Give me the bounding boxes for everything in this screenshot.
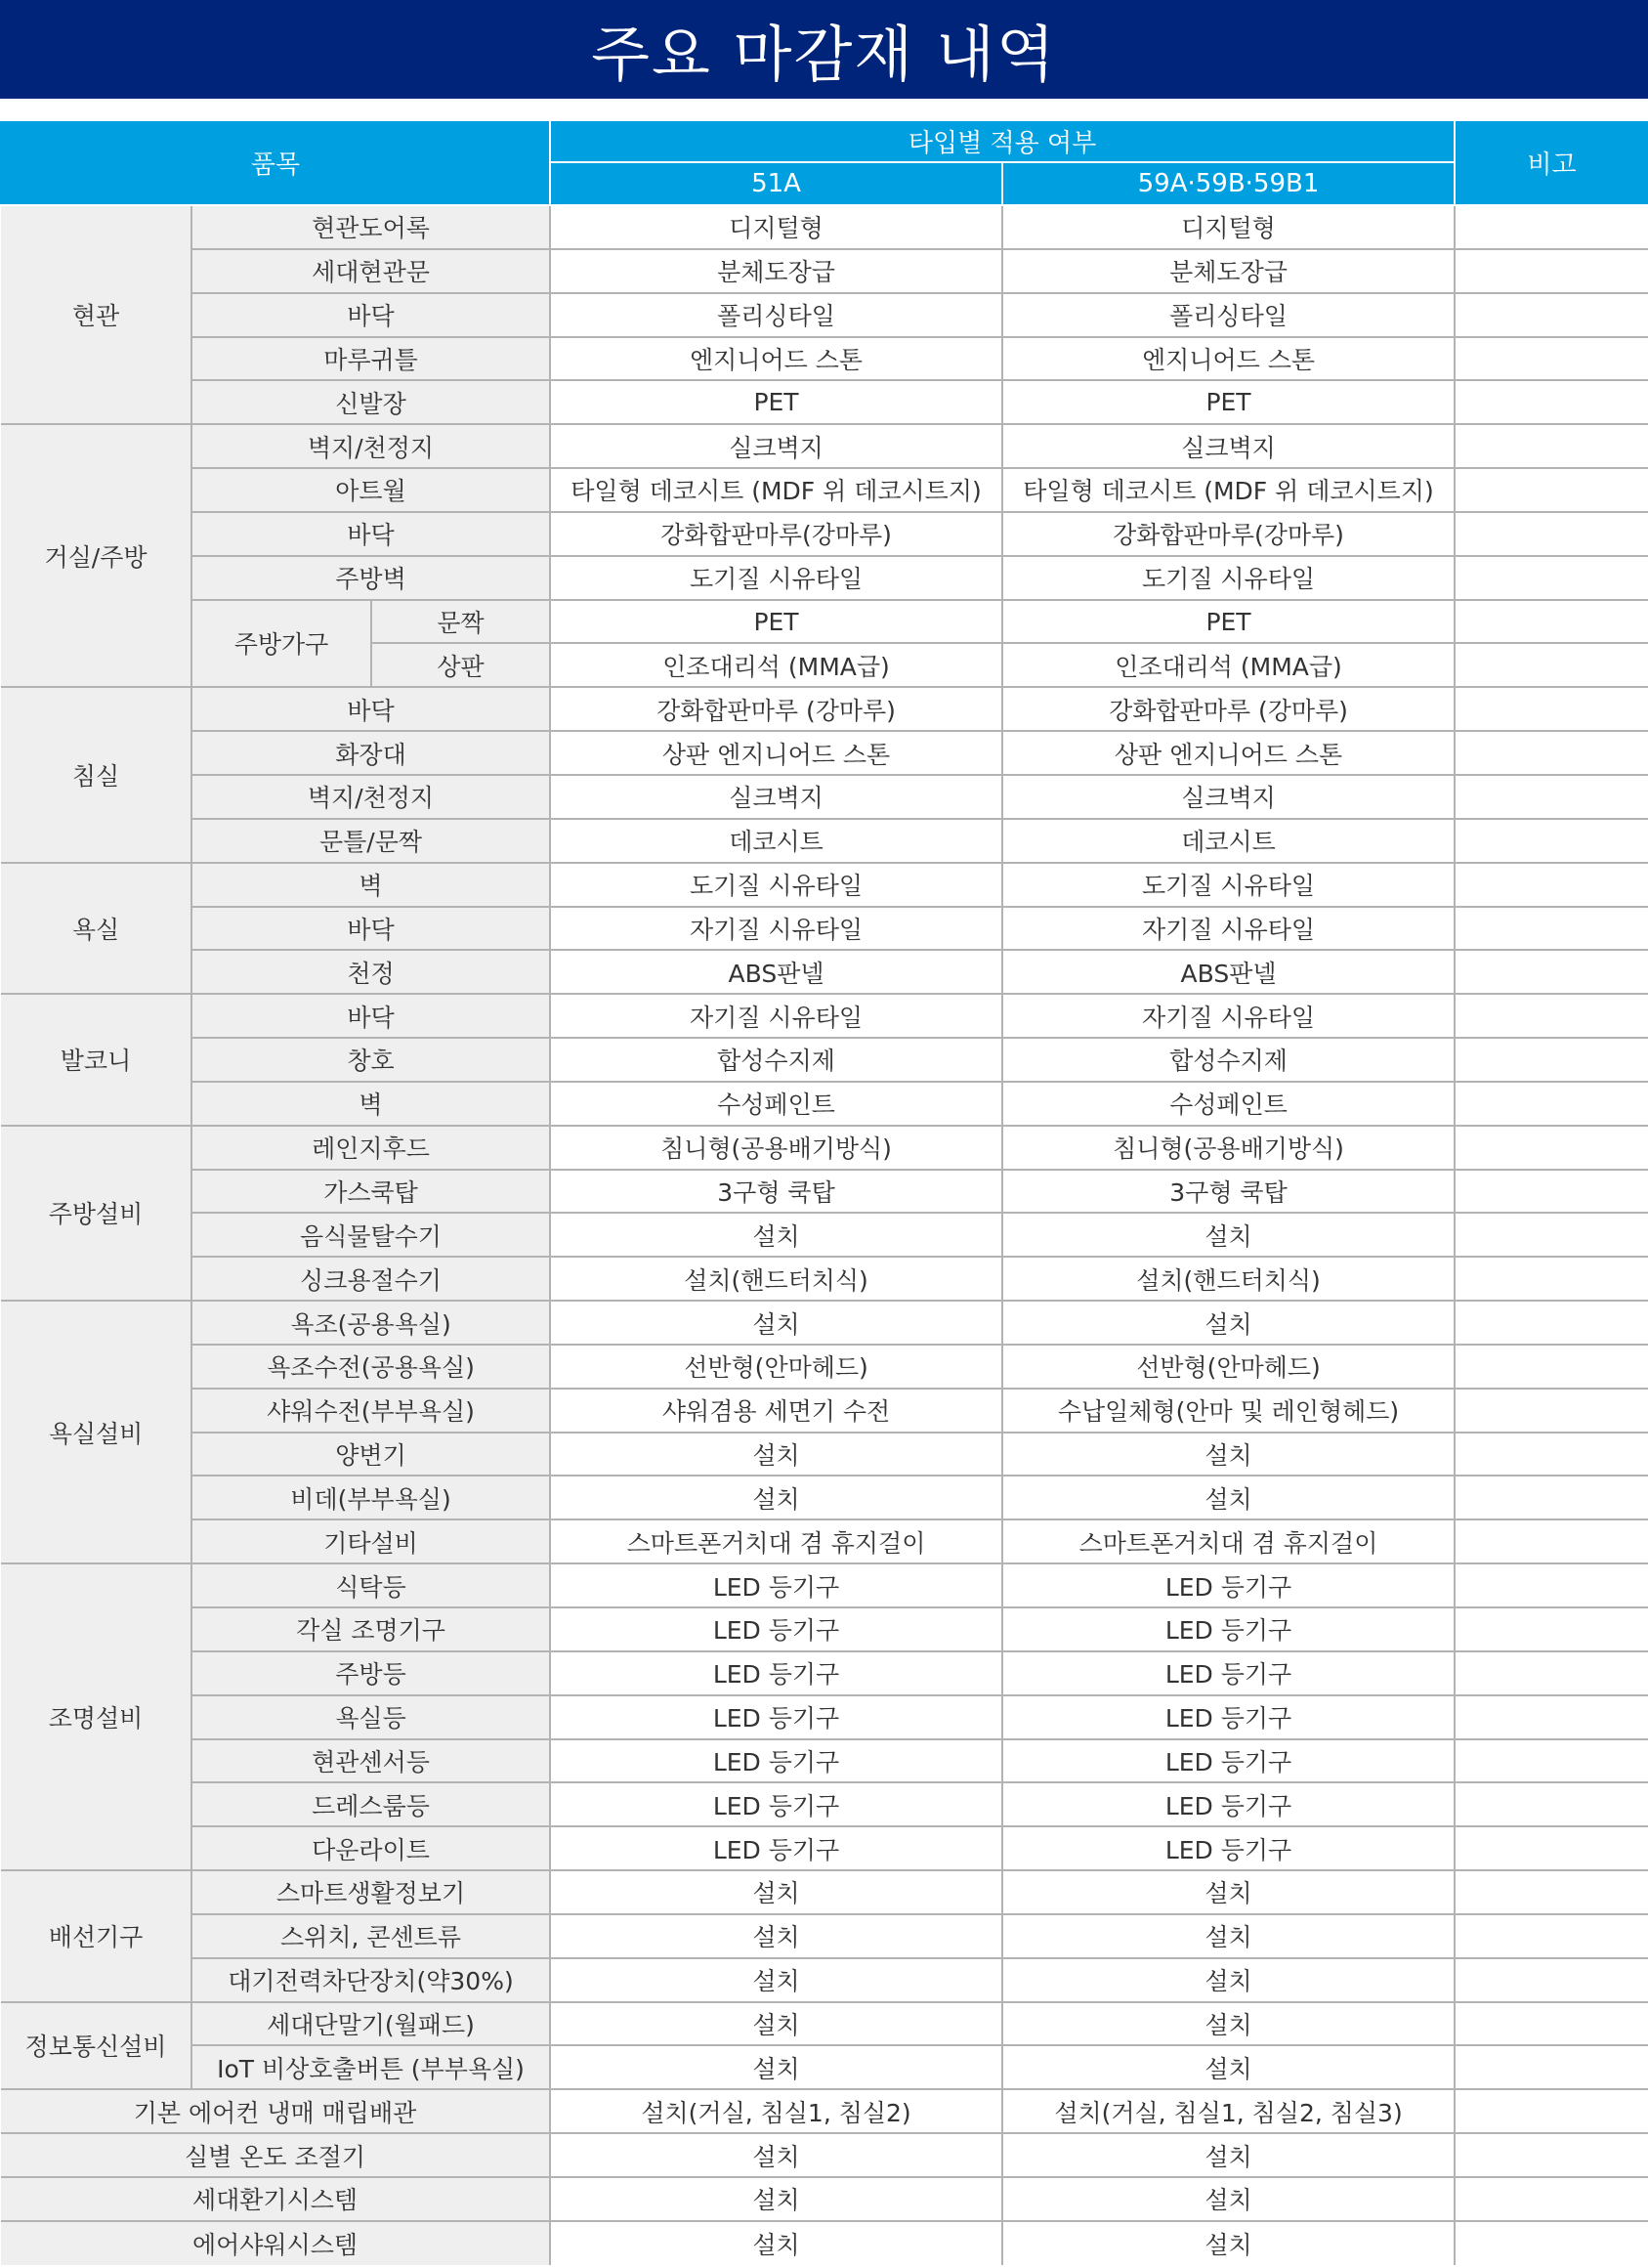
header-type-51a: 51A <box>550 162 1002 205</box>
type-51a-value: 스마트폰거치대 겸 휴지걸이 <box>550 1519 1002 1563</box>
type-51a-value: 디지털형 <box>550 205 1002 249</box>
type-59-value: LED 등기구 <box>1002 1826 1455 1870</box>
item-cell: 샤워수전(부부욕실) <box>191 1389 550 1433</box>
item-cell: 음식물탈수기 <box>191 1213 550 1257</box>
type-59-value: LED 등기구 <box>1002 1782 1455 1826</box>
note-cell <box>1455 1476 1648 1519</box>
type-51a-value: 강화합판마루(강마루) <box>550 512 1002 556</box>
note-cell <box>1455 994 1648 1038</box>
item-cell: 문틀/문짝 <box>191 819 550 863</box>
type-51a-value: PET <box>550 380 1002 424</box>
item-cell: 벽 <box>191 1082 550 1126</box>
note-cell <box>1455 2002 1648 2046</box>
table-row <box>1 293 1648 337</box>
table-row <box>1 556 1648 600</box>
sub-item-cell: 문짝 <box>371 600 550 644</box>
note-cell <box>1455 205 1648 249</box>
item-cell: 주방가구 <box>191 600 371 688</box>
note-cell <box>1455 863 1648 907</box>
note-cell <box>1455 1126 1648 1170</box>
table-row <box>1 249 1648 293</box>
item-cell: 주방등 <box>191 1651 550 1695</box>
table-row <box>1 994 1648 1038</box>
item-cell: 다운라이트 <box>191 1826 550 1870</box>
table-row <box>1 2177 1648 2221</box>
type-51a-value: ABS판넬 <box>550 950 1002 994</box>
type-59-value: 데코시트 <box>1002 819 1455 863</box>
type-59-value: 폴리싱타일 <box>1002 293 1455 337</box>
type-51a-value: 설치 <box>550 1870 1002 1914</box>
category-cell: 정보통신설비 <box>1 2002 191 2090</box>
table-row <box>1 1695 1648 1739</box>
type-51a-value: LED 등기구 <box>550 1739 1002 1783</box>
table-row <box>1 907 1648 951</box>
item-cell: 현관센서등 <box>191 1739 550 1783</box>
note-cell <box>1455 468 1648 512</box>
category-cell: 조명설비 <box>1 1563 191 1870</box>
type-51a-value: 선반형(안마헤드) <box>550 1345 1002 1389</box>
note-cell <box>1455 819 1648 863</box>
item-cell: 아트월 <box>191 468 550 512</box>
type-51a-value: 도기질 시유타일 <box>550 863 1002 907</box>
note-cell <box>1455 1433 1648 1476</box>
type-51a-value: 강화합판마루 (강마루) <box>550 687 1002 731</box>
note-cell <box>1455 2133 1648 2177</box>
item-cell: 욕조수전(공용욕실) <box>191 1345 550 1389</box>
note-cell <box>1455 731 1648 775</box>
note-cell <box>1455 1170 1648 1214</box>
note-cell <box>1455 1345 1648 1389</box>
type-59-value: 실크벽지 <box>1002 775 1455 819</box>
table-row <box>1 1651 1648 1695</box>
item-cell: 에어샤워시스템 <box>1 2221 550 2265</box>
note-cell <box>1455 1082 1648 1126</box>
item-cell: 바닥 <box>191 994 550 1038</box>
table-row <box>1 1213 1648 1257</box>
type-59-value: 설치 <box>1002 2133 1455 2177</box>
table-row <box>1 1345 1648 1389</box>
table-row <box>1 1826 1648 1870</box>
type-51a-value: 설치 <box>550 1958 1002 2002</box>
table-row <box>1 1782 1648 1826</box>
table-row <box>1 731 1648 775</box>
type-51a-value: 설치 <box>550 2133 1002 2177</box>
item-cell: 양변기 <box>191 1433 550 1476</box>
type-59-value: 엔지니어드 스톤 <box>1002 337 1455 381</box>
item-cell: 각실 조명기구 <box>191 1607 550 1651</box>
type-51a-value: 폴리싱타일 <box>550 293 1002 337</box>
type-51a-value: 설치(거실, 침실1, 침실2) <box>550 2089 1002 2133</box>
type-59-value: 설치 <box>1002 2002 1455 2046</box>
type-51a-value: 실크벽지 <box>550 775 1002 819</box>
type-59-value: 강화합판마루 (강마루) <box>1002 687 1455 731</box>
type-59-value: 설치 <box>1002 1301 1455 1345</box>
item-cell: 욕실등 <box>191 1695 550 1739</box>
note-cell <box>1455 1695 1648 1739</box>
type-59-value: 침니형(공용배기방식) <box>1002 1126 1455 1170</box>
sub-item-cell: 상판 <box>371 643 550 687</box>
type-59-value: 설치 <box>1002 1476 1455 1519</box>
table-row <box>1 1301 1648 1345</box>
item-cell: 신발장 <box>191 380 550 424</box>
note-cell <box>1455 1958 1648 2002</box>
table-row <box>1 2002 1648 2046</box>
item-cell: 욕조(공용욕실) <box>191 1301 550 1345</box>
table-row <box>1 1870 1648 1914</box>
note-cell <box>1455 1213 1648 1257</box>
type-51a-value: 수성페인트 <box>550 1082 1002 1126</box>
header-type-group: 타입별 적용 여부 <box>550 120 1455 162</box>
type-59-value: 자기질 시유타일 <box>1002 907 1455 951</box>
table-row <box>1 600 1648 644</box>
note-cell <box>1455 2221 1648 2265</box>
table-row <box>1 950 1648 994</box>
type-59-value: 수성페인트 <box>1002 1082 1455 1126</box>
table-row <box>1 1519 1648 1563</box>
finish-materials-table <box>0 119 1648 2265</box>
table-row <box>1 1958 1648 2002</box>
type-51a-value: PET <box>550 600 1002 644</box>
table-row <box>1 687 1648 731</box>
note-cell <box>1455 687 1648 731</box>
item-cell: 바닥 <box>191 687 550 731</box>
table-row <box>1 2133 1648 2177</box>
item-cell: 천정 <box>191 950 550 994</box>
type-59-value: 수납일체형(안마 및 레인형헤드) <box>1002 1389 1455 1433</box>
header-type-59: 59A·59B·59B1 <box>1002 162 1455 205</box>
type-59-value: 설치 <box>1002 1870 1455 1914</box>
item-cell: 주방벽 <box>191 556 550 600</box>
type-59-value: LED 등기구 <box>1002 1607 1455 1651</box>
item-cell: 싱크용절수기 <box>191 1257 550 1301</box>
note-cell <box>1455 600 1648 644</box>
note-cell <box>1455 907 1648 951</box>
type-59-value: LED 등기구 <box>1002 1739 1455 1783</box>
item-cell: 바닥 <box>191 907 550 951</box>
type-59-value: PET <box>1002 600 1455 644</box>
category-cell: 배선기구 <box>1 1870 191 2002</box>
note-cell <box>1455 1301 1648 1345</box>
table-row <box>1 1082 1648 1126</box>
type-51a-value: 타일형 데코시트 (MDF 위 데코시트지) <box>550 468 1002 512</box>
item-cell: 기본 에어컨 냉매 매립배관 <box>1 2089 550 2133</box>
table-row <box>1 819 1648 863</box>
type-51a-value: 침니형(공용배기방식) <box>550 1126 1002 1170</box>
note-cell <box>1455 1563 1648 1607</box>
header-note: 비고 <box>1455 120 1648 205</box>
note-cell <box>1455 424 1648 468</box>
note-cell <box>1455 950 1648 994</box>
type-51a-value: 설치 <box>550 1213 1002 1257</box>
note-cell <box>1455 775 1648 819</box>
type-51a-value: 설치 <box>550 1914 1002 1958</box>
item-cell: 실별 온도 조절기 <box>1 2133 550 2177</box>
table-row <box>1 512 1648 556</box>
type-51a-value: LED 등기구 <box>550 1607 1002 1651</box>
note-cell <box>1455 643 1648 687</box>
category-cell: 거실/주방 <box>1 424 191 687</box>
item-cell: 대기전력차단장치(약30%) <box>191 1958 550 2002</box>
type-59-value: 설치 <box>1002 2045 1455 2089</box>
item-cell: 바닥 <box>191 512 550 556</box>
item-cell: 스위치, 콘센트류 <box>191 1914 550 1958</box>
item-cell: 마루귀틀 <box>191 337 550 381</box>
type-59-value: 3구형 쿡탑 <box>1002 1170 1455 1214</box>
type-51a-value: 도기질 시유타일 <box>550 556 1002 600</box>
table-row <box>1 1607 1648 1651</box>
table-row <box>1 424 1648 468</box>
table-row <box>1 1914 1648 1958</box>
type-51a-value: LED 등기구 <box>550 1651 1002 1695</box>
note-cell <box>1455 1607 1648 1651</box>
note-cell <box>1455 1870 1648 1914</box>
note-cell <box>1455 556 1648 600</box>
type-59-value: 분체도장급 <box>1002 249 1455 293</box>
item-cell: 세대단말기(월패드) <box>191 2002 550 2046</box>
item-cell: 현관도어록 <box>191 205 550 249</box>
type-51a-value: 설치 <box>550 2002 1002 2046</box>
item-cell: 식탁등 <box>191 1563 550 1607</box>
item-cell: 창호 <box>191 1038 550 1082</box>
type-51a-value: 합성수지제 <box>550 1038 1002 1082</box>
category-cell: 현관 <box>1 205 191 424</box>
table-row <box>1 1389 1648 1433</box>
type-51a-value: 3구형 쿡탑 <box>550 1170 1002 1214</box>
page-title: 주요 마감재 내역 <box>591 19 1057 90</box>
table-row <box>1 1257 1648 1301</box>
table-row <box>1 1126 1648 1170</box>
type-51a-value: 자기질 시유타일 <box>550 907 1002 951</box>
type-59-value: 합성수지제 <box>1002 1038 1455 1082</box>
item-cell: 바닥 <box>191 293 550 337</box>
item-cell: 세대환기시스템 <box>1 2177 550 2221</box>
note-cell <box>1455 337 1648 381</box>
note-cell <box>1455 1651 1648 1695</box>
item-cell: 기타설비 <box>191 1519 550 1563</box>
item-cell: 세대현관문 <box>191 249 550 293</box>
page-title-banner <box>0 0 1648 99</box>
table-row <box>1 2089 1648 2133</box>
type-51a-value: 샤워겸용 세면기 수전 <box>550 1389 1002 1433</box>
type-51a-value: 자기질 시유타일 <box>550 994 1002 1038</box>
type-51a-value: 설치 <box>550 1433 1002 1476</box>
type-51a-value: LED 등기구 <box>550 1563 1002 1607</box>
category-cell: 발코니 <box>1 994 191 1126</box>
item-cell: 벽지/천정지 <box>191 424 550 468</box>
type-51a-value: 실크벽지 <box>550 424 1002 468</box>
type-59-value: 설치 <box>1002 1914 1455 1958</box>
item-cell: 가스쿡탑 <box>191 1170 550 1214</box>
type-59-value: 디지털형 <box>1002 205 1455 249</box>
type-51a-value: LED 등기구 <box>550 1826 1002 1870</box>
type-59-value: 설치 <box>1002 1213 1455 1257</box>
table-row <box>1 205 1648 249</box>
item-cell: 화장대 <box>191 731 550 775</box>
item-cell: 스마트생활정보기 <box>191 1870 550 1914</box>
item-cell: 비데(부부욕실) <box>191 1476 550 1519</box>
table-row <box>1 337 1648 381</box>
table-row <box>1 1739 1648 1783</box>
type-59-value: 실크벽지 <box>1002 424 1455 468</box>
note-cell <box>1455 512 1648 556</box>
category-cell: 주방설비 <box>1 1126 191 1301</box>
table-row <box>1 1170 1648 1214</box>
type-59-value: 설치 <box>1002 2221 1455 2265</box>
category-cell: 욕실설비 <box>1 1301 191 1563</box>
type-59-value: 강화합판마루(강마루) <box>1002 512 1455 556</box>
table-row <box>1 775 1648 819</box>
type-51a-value: LED 등기구 <box>550 1695 1002 1739</box>
table-row <box>1 1476 1648 1519</box>
type-59-value: 도기질 시유타일 <box>1002 556 1455 600</box>
header-item: 품목 <box>1 120 550 205</box>
category-cell: 욕실 <box>1 863 191 995</box>
note-cell <box>1455 1739 1648 1783</box>
table-row <box>1 380 1648 424</box>
type-59-value: 설치(핸드터치식) <box>1002 1257 1455 1301</box>
type-59-value: LED 등기구 <box>1002 1695 1455 1739</box>
item-cell: 벽 <box>191 863 550 907</box>
table-header <box>1 120 1648 205</box>
table-row <box>1 1038 1648 1082</box>
note-cell <box>1455 1519 1648 1563</box>
note-cell <box>1455 1389 1648 1433</box>
category-cell: 침실 <box>1 687 191 862</box>
note-cell <box>1455 1914 1648 1958</box>
table-row <box>1 2221 1648 2265</box>
type-59-value: 인조대리석 (MMA급) <box>1002 643 1455 687</box>
type-59-value: 설치 <box>1002 1433 1455 1476</box>
note-cell <box>1455 293 1648 337</box>
type-59-value: 설치 <box>1002 2177 1455 2221</box>
type-51a-value: 인조대리석 (MMA급) <box>550 643 1002 687</box>
item-cell: 레인지후드 <box>191 1126 550 1170</box>
note-cell <box>1455 1257 1648 1301</box>
type-59-value: LED 등기구 <box>1002 1651 1455 1695</box>
note-cell <box>1455 1826 1648 1870</box>
type-51a-value: 분체도장급 <box>550 249 1002 293</box>
type-59-value: 도기질 시유타일 <box>1002 863 1455 907</box>
type-51a-value: 엔지니어드 스톤 <box>550 337 1002 381</box>
type-51a-value: 설치 <box>550 2177 1002 2221</box>
type-51a-value: 설치(핸드터치식) <box>550 1257 1002 1301</box>
note-cell <box>1455 2045 1648 2089</box>
type-59-value: 자기질 시유타일 <box>1002 994 1455 1038</box>
type-51a-value: 설치 <box>550 1301 1002 1345</box>
note-cell <box>1455 1782 1648 1826</box>
table-row <box>1 863 1648 907</box>
type-51a-value: 데코시트 <box>550 819 1002 863</box>
note-cell <box>1455 380 1648 424</box>
type-59-value: LED 등기구 <box>1002 1563 1455 1607</box>
table-row <box>1 468 1648 512</box>
type-59-value: 타일형 데코시트 (MDF 위 데코시트지) <box>1002 468 1455 512</box>
type-59-value: 상판 엔지니어드 스톤 <box>1002 731 1455 775</box>
item-cell: 드레스룸등 <box>191 1782 550 1826</box>
type-51a-value: 설치 <box>550 1476 1002 1519</box>
note-cell <box>1455 249 1648 293</box>
type-59-value: PET <box>1002 380 1455 424</box>
table-row <box>1 1563 1648 1607</box>
type-59-value: 설치 <box>1002 1958 1455 2002</box>
item-cell: 벽지/천정지 <box>191 775 550 819</box>
note-cell <box>1455 1038 1648 1082</box>
finish-materials-table-wrapper <box>0 119 1648 2265</box>
table-row <box>1 1433 1648 1476</box>
type-59-value: 스마트폰거치대 겸 휴지걸이 <box>1002 1519 1455 1563</box>
table-row <box>1 2045 1648 2089</box>
note-cell <box>1455 2177 1648 2221</box>
type-51a-value: 상판 엔지니어드 스톤 <box>550 731 1002 775</box>
type-51a-value: 설치 <box>550 2221 1002 2265</box>
type-59-value: 선반형(안마헤드) <box>1002 1345 1455 1389</box>
item-cell: IoT 비상호출버튼 (부부욕실) <box>191 2045 550 2089</box>
note-cell <box>1455 2089 1648 2133</box>
type-59-value: ABS판넬 <box>1002 950 1455 994</box>
type-51a-value: LED 등기구 <box>550 1782 1002 1826</box>
type-59-value: 설치(거실, 침실1, 침실2, 침실3) <box>1002 2089 1455 2133</box>
table-body <box>1 205 1648 2265</box>
type-51a-value: 설치 <box>550 2045 1002 2089</box>
